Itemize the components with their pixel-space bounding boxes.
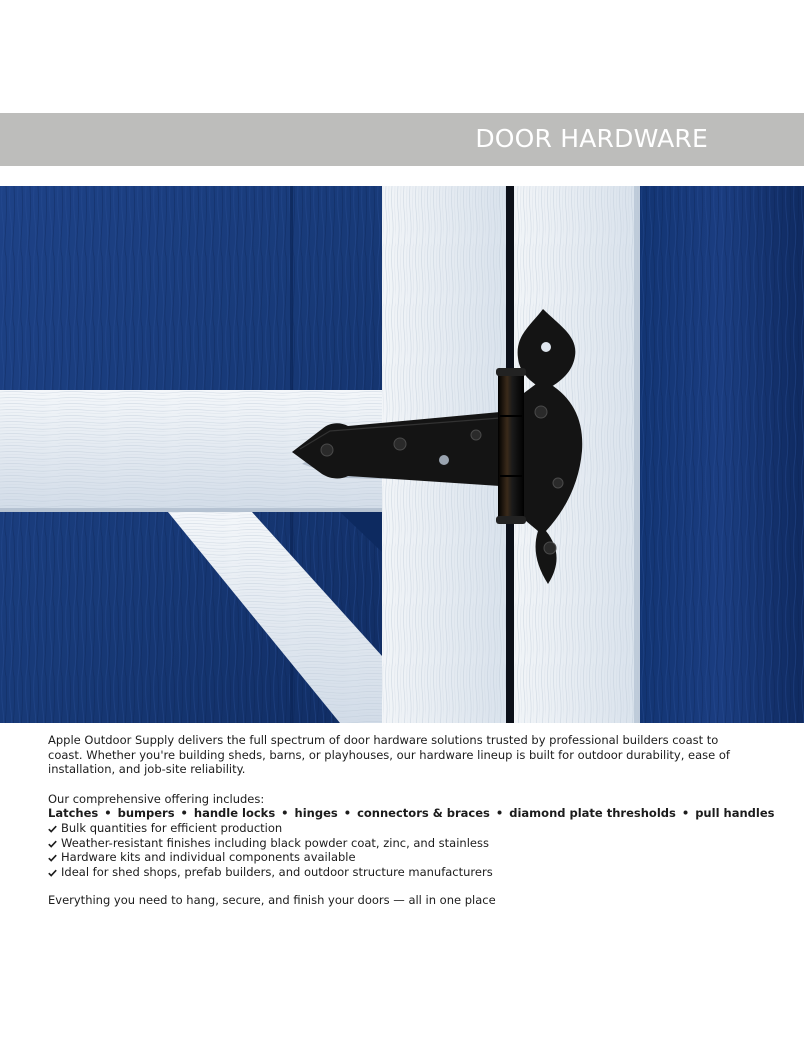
offering-item: pull handles <box>695 806 775 821</box>
benefit-text: Bulk quantities for efficient production <box>61 820 283 835</box>
benefit-item <box>48 836 748 851</box>
benefit-item <box>48 865 748 880</box>
bullet-separator: • <box>495 806 504 821</box>
offering-item: hinges <box>294 806 338 821</box>
title-bar <box>0 113 804 166</box>
checkmark-icon <box>48 840 57 848</box>
checkmark-icon <box>48 854 57 862</box>
offering-list <box>48 806 775 821</box>
hero-image <box>0 186 804 723</box>
benefit-text: Weather-resistant finishes including black powder coat, zinc, and stainless <box>61 835 489 850</box>
offering-item: bumpers <box>117 806 175 821</box>
offering-item: connectors & braces <box>357 806 490 821</box>
intro-paragraph: Apple Outdoor Supply delivers the full spectrum of door hardware solutions trusted by professional builders coast to coast. Whether you're building sheds, barns, or playhouses, our hardware lineup is built for outdoor durability, ease of installation, and job-site reliability. <box>48 733 730 777</box>
page-title: DOOR HARDWARE <box>475 124 708 153</box>
offering-item: diamond plate thresholds <box>509 806 676 821</box>
benefits-list <box>48 821 748 879</box>
benefit-text: Hardware kits and individual components available <box>61 850 356 865</box>
bullet-separator: • <box>180 806 188 821</box>
hinge-door-illustration <box>0 186 804 723</box>
benefit-text: Ideal for shed shops, prefab builders, and outdoor structure manufacturers <box>61 864 493 879</box>
checkmark-icon <box>48 825 57 833</box>
closing-line: Everything you need to hang, secure, and finish your doors — all in one place <box>48 893 496 908</box>
checkmark-icon <box>48 869 57 877</box>
benefit-item <box>48 821 748 836</box>
bullet-separator: • <box>281 806 289 821</box>
offering-item: handle locks <box>193 806 276 821</box>
offering-lead: Our comprehensive offering includes: <box>48 791 265 806</box>
bullet-separator: • <box>343 806 352 821</box>
bullet-separator: • <box>681 806 690 821</box>
bullet-separator: • <box>104 806 112 821</box>
offering-item: Latches <box>48 806 99 821</box>
benefit-item <box>48 850 748 865</box>
body-content <box>48 733 775 908</box>
